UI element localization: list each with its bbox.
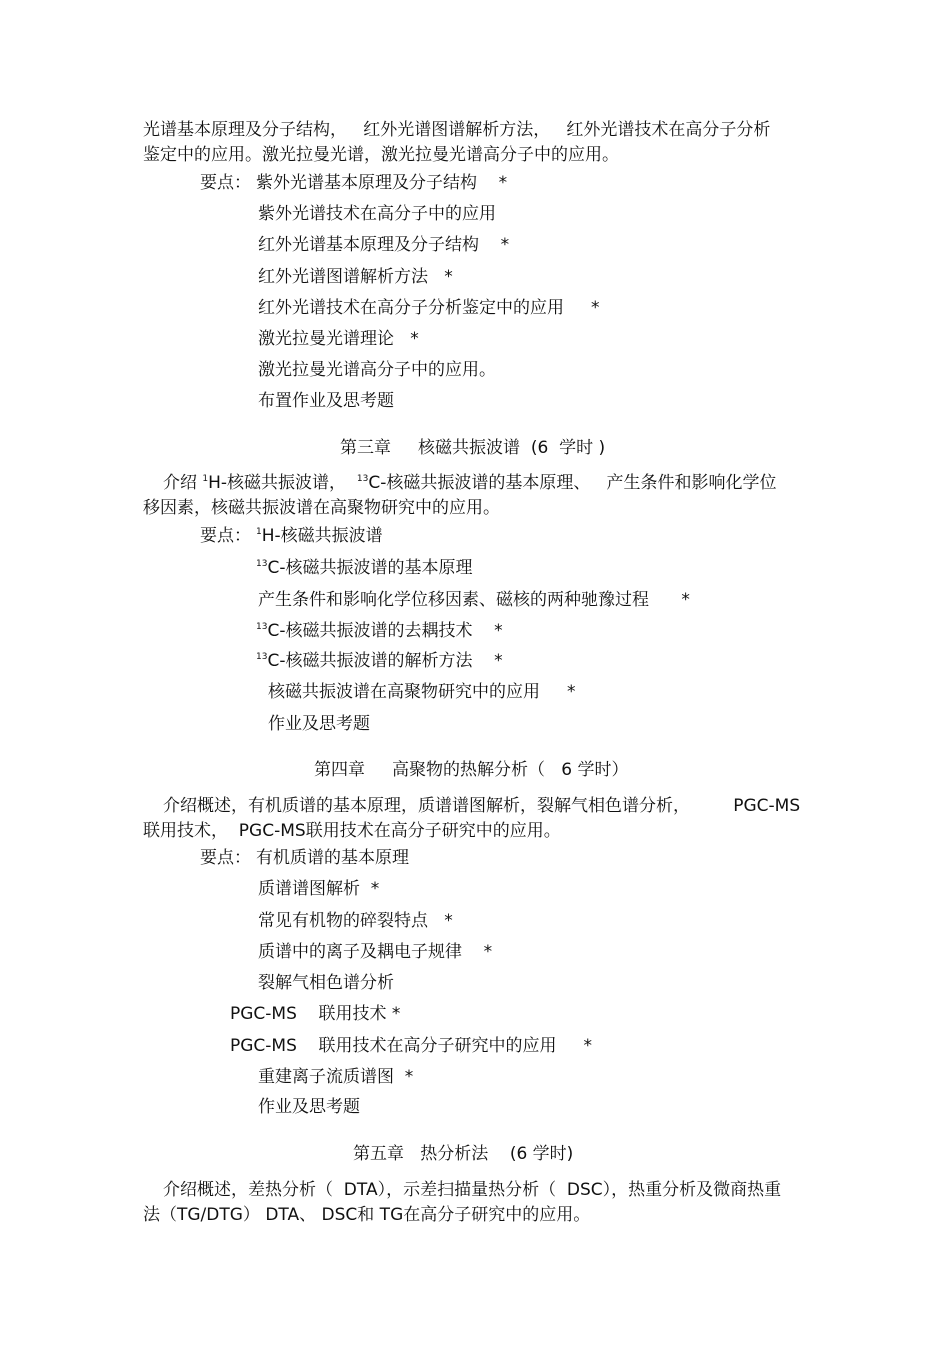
ch2-paragraph-line-2: 鉴定中的应用。激光拉曼光谱，激光拉曼光谱高分子中的应用。 [143,145,619,165]
ch4-point-7: PGC-MS 联用技术在高分子研究中的应用 * [230,1036,593,1056]
ch3-point-4 [256,621,503,641]
ch2-point-8: 布置作业及思考题 [258,391,394,411]
ch3-point-2 [256,558,472,578]
ch3-point-3: 产生条件和影响化学位移因素、磁核的两种驰豫过程 * [258,590,690,610]
ch3-intro-a: 介绍 [163,473,203,493]
ch4-point-2: 质谱谱图解析 * [258,879,380,899]
ch4-point-9: 作业及思考题 [258,1097,360,1117]
ch4-key-points-label: 要点： [200,848,251,868]
ch2-point-7: 激光拉曼光谱高分子中的应用。 [258,360,496,380]
ch5-paragraph-line-1: 介绍概述，差热分析（ DTA），示差扫描量热分析（ DSC），热重分析及微商热重 [163,1180,782,1200]
ch5-paragraph-line-2: 法（TG/DTG） DTA、 DSC和 TG在高分子研究中的应用。 [143,1205,591,1225]
ch4-point-4: 质谱中的离子及耦电子规律 * [258,942,493,962]
ch3-intro-b: H-核磁共振波谱， [208,473,357,493]
ch3-intro-c: C-核磁共振波谱的基本原理、 产生条件和影响化学位 [368,473,777,493]
ch2-point-1: 紫外光谱基本原理及分子结构 * [256,173,508,193]
ch4-point-3: 常见有机物的碎裂特点 * [258,911,453,931]
ch2-key-points-label: 要点： [200,173,251,193]
ch3-paragraph-line-1 [163,473,777,493]
ch3-point-1-text: H-核磁共振波谱 [261,526,383,546]
ch3-point-4-text: C-核磁共振波谱的去耦技术 * [267,621,503,641]
ch3-title: 第三章 核磁共振波谱 (6 学时 ) [340,438,606,458]
ch3-point-5-text: C-核磁共振波谱的解析方法 * [267,651,503,671]
ch4-point-5: 裂解气相色谱分析 [258,973,394,993]
ch3-point-7: 作业及思考题 [268,714,370,734]
ch3-intro-sup-13: 13 [356,474,369,484]
ch3-point-4-sup: 13 [256,622,268,632]
ch3-point-2-sup: 13 [256,559,268,569]
ch3-point-1-sup: 1 [256,527,262,537]
ch4-paragraph-line-1: 介绍概述，有机质谱的基本原理，质谱谱图解析，裂解气相色谱分析， PGC-MS [163,796,801,816]
ch5-title: 第五章 热分析法 (6 学时) [353,1144,574,1164]
ch3-point-6: 核磁共振波谱在高聚物研究中的应用 * [268,682,576,702]
ch3-point-5 [256,651,503,671]
ch4-point-8: 重建离子流质谱图 * [258,1067,414,1087]
ch3-point-1 [256,526,383,546]
ch3-point-2-text: C-核磁共振波谱的基本原理 [267,558,473,578]
ch3-intro-sup-1: 1 [202,474,209,484]
ch2-point-6: 激光拉曼光谱理论 * [258,329,419,349]
ch3-point-5-sup: 13 [256,652,268,662]
ch3-key-points-label: 要点： [200,526,251,546]
ch2-point-3: 红外光谱基本原理及分子结构 * [258,235,510,255]
ch2-paragraph-line-1: 光谱基本原理及分子结构， 红外光谱图谱解析方法， 红外光谱技术在高分子分析 [143,120,771,140]
ch2-point-5: 红外光谱技术在高分子分析鉴定中的应用 * [258,298,600,318]
ch4-point-1: 有机质谱的基本原理 [256,848,409,868]
ch4-point-6: PGC-MS 联用技术 * [230,1004,401,1024]
ch3-paragraph-line-2: 移因素，核磁共振波谱在高聚物研究中的应用。 [143,498,500,518]
ch4-title: 第四章 高聚物的热解分析（ 6 学时） [314,760,629,780]
ch2-point-4: 红外光谱图谱解析方法 * [258,267,453,287]
ch2-point-2: 紫外光谱技术在高分子中的应用 [258,204,496,224]
ch4-paragraph-line-2: 联用技术， PGC-MS联用技术在高分子研究中的应用。 [143,821,561,841]
